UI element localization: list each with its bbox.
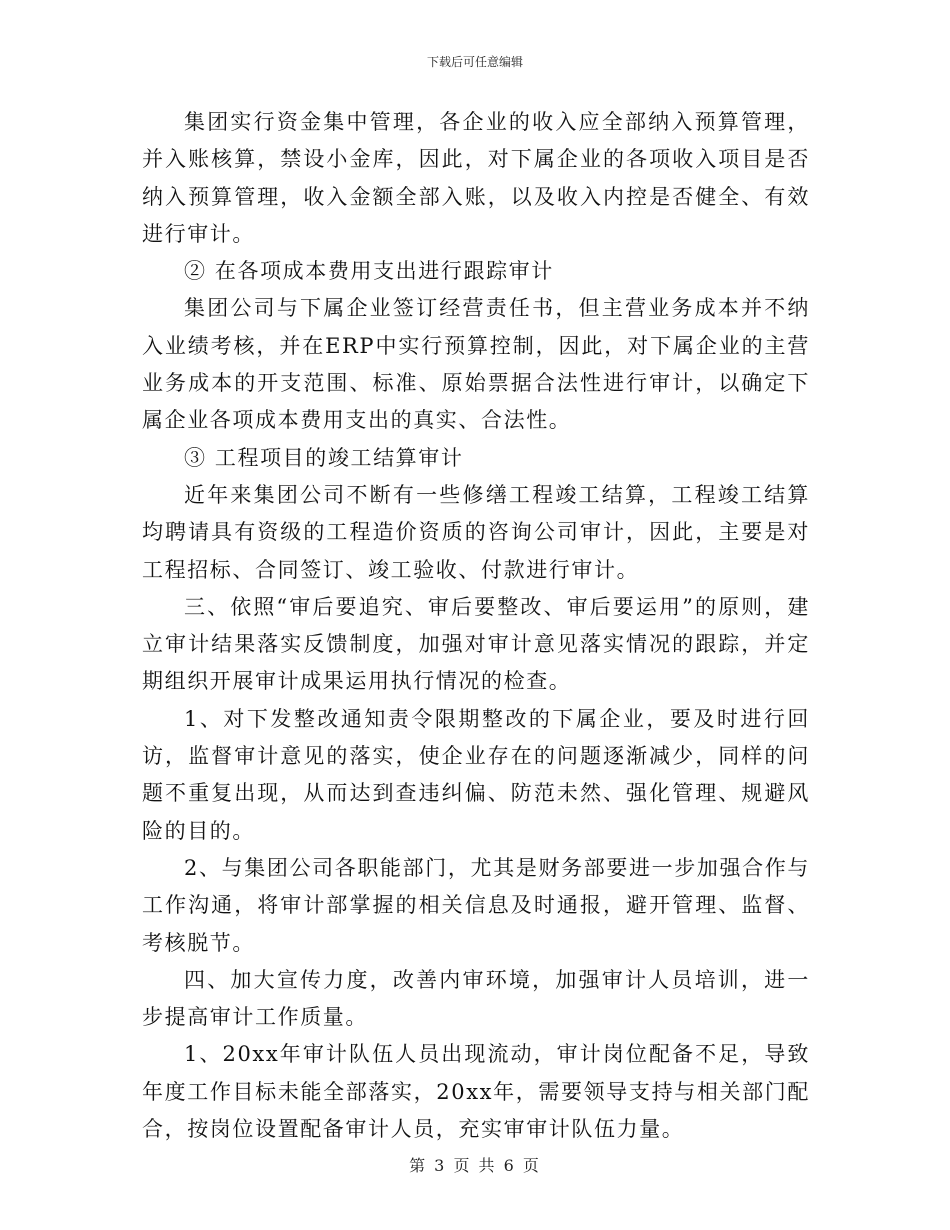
paragraph: 集团实行资金集中管理，各企业的收入应全部纳入预算管理，并入账核算，禁设小金库，因此，对下属企业的各项收入项目是否纳入预算管理，收入金额全部入账，以及收入内控是否健全、有效进行审计。: [142, 110, 810, 246]
section-heading: 四、加大宣传力度，改善内审环境，加强审计人员培训，进一步提高审计工作质量。: [142, 967, 810, 1030]
subheading: ② 在各项成本费用支出进行跟踪审计: [184, 259, 554, 284]
paragraph: 1、20xx年审计队伍人员出现流动，审计岗位配备不足，导致年度工作目标未能全部落实，20xx年，需要领导支持与相关部门配合，按岗位设置配备审计人员，充实审审计队伍力量。: [142, 1042, 810, 1142]
paragraph: 2、与集团公司各职能部门，尤其是财务部要进一步加强合作与工作沟通，将审计部掌握的相关信息及时通报，避开管理、监督、考核脱节。: [142, 855, 810, 955]
page-footer: 第 3 页 共 6 页: [409, 1156, 541, 1175]
page-header: 下载后可任意编辑: [426, 55, 523, 69]
paragraph: 集团公司与下属企业签订经营责任书，但主营业务成本并不纳入业绩考核，并在ERP中实行预算控制，因此，对下属企业的主营业务成本的开支范围、标准、原始票据合法性进行审计，以确定下属企业各项成本费用支出的真实、合法性。: [142, 296, 810, 433]
section-heading: 三、依照“审后要追究、审后要整改、审后要运用”的原则，建立审计结果落实反馈制度，加强对审计意见落实情况的跟踪，并定期组织开展审计成果运用执行情况的检查。: [142, 594, 810, 694]
paragraph: 1、对下发整改通知责令限期整改的下属企业，要及时进行回访，监督审计意见的落实，使企业存在的问题逐渐减少，同样的问题不重复出现，从而达到查违纠偏、防范未然、强化管理、规避风险的目的。: [142, 706, 810, 843]
subheading: ③ 工程项目的竣工结算审计: [184, 445, 464, 470]
paragraph: 近年来集团公司不断有一些修缮工程竣工结算，工程竣工结算均聘请具有资级的工程造价资质的咨询公司审计，因此，主要是对工程招标、合同签订、竣工验收、付款进行审计。: [142, 482, 810, 582]
document-body: [142, 104, 810, 1148]
